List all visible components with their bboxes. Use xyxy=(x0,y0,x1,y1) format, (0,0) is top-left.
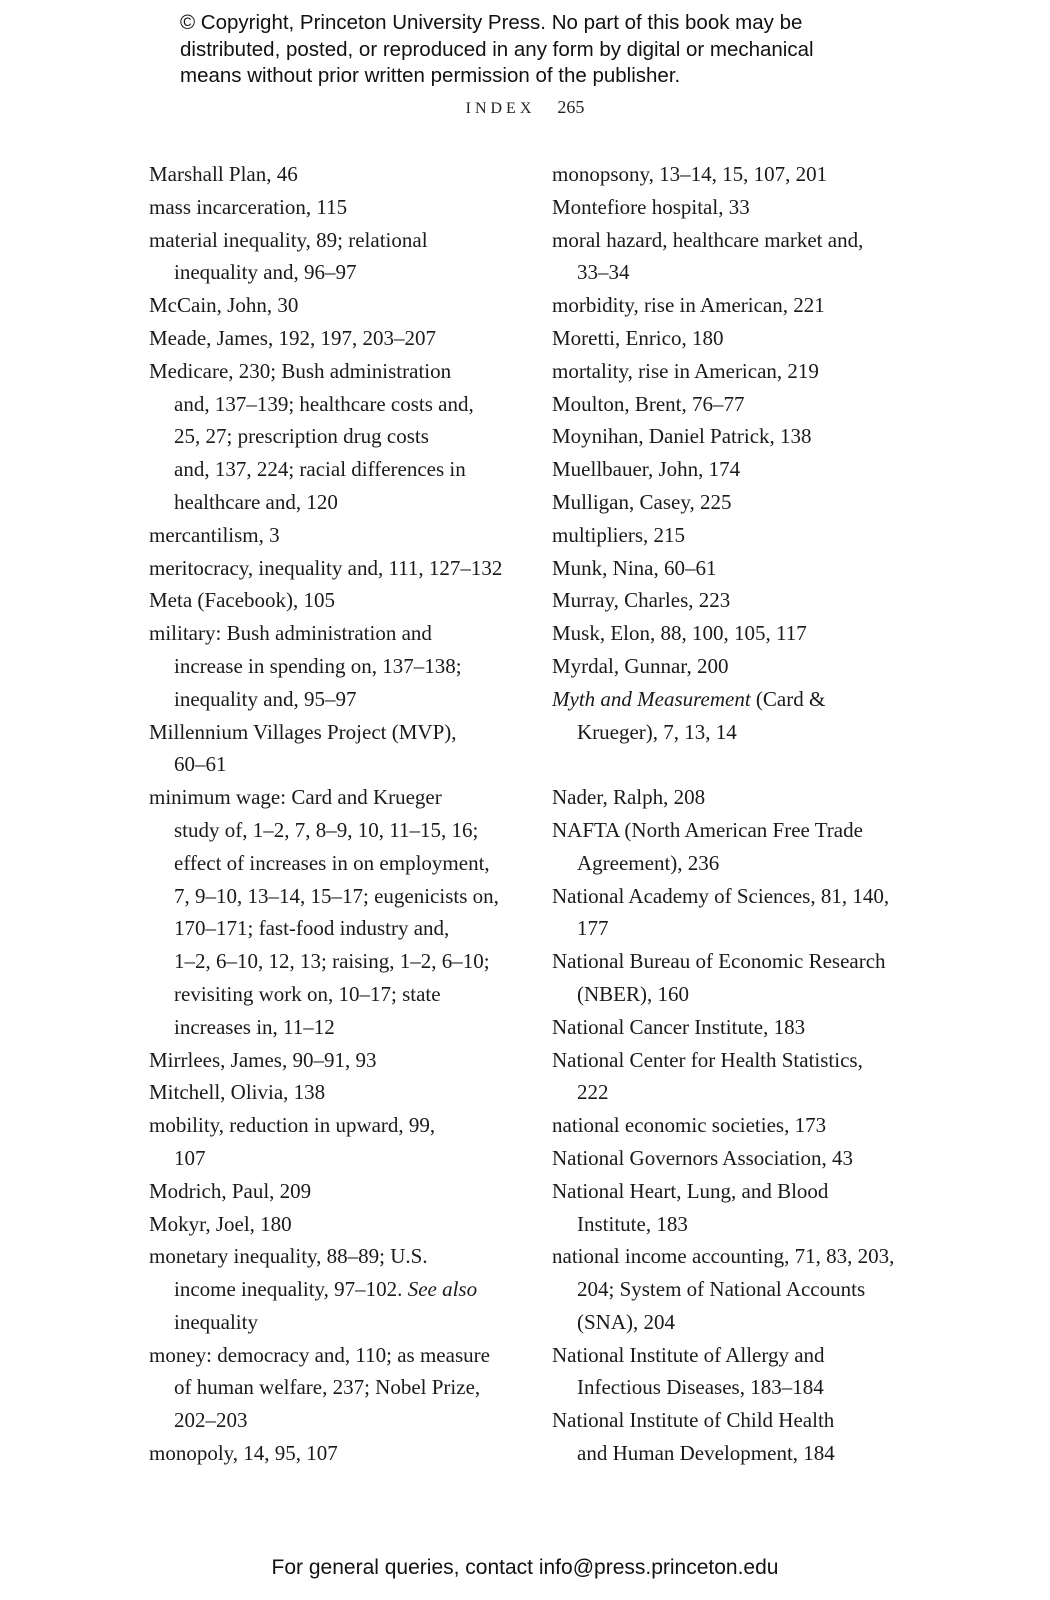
index-entry: mercantilism, 3 xyxy=(149,522,280,547)
index-column-right xyxy=(552,158,912,1470)
index-entry: Montefiore hospital, 33 xyxy=(552,194,750,219)
index-entry: Meta (Facebook), 105 xyxy=(149,588,336,613)
copyright-notice: © Copyright, Princeton University Press. No part of this book may be distributed, posted, or reproduced in any form by digital or mechanical means without prior written permission of the publisher. xyxy=(180,11,814,87)
index-entry: morbidity, rise in American, 221 xyxy=(552,293,825,318)
index-entry: multipliers, 215 xyxy=(552,522,685,547)
entry-text: monetary inequality, 88–89; U.S. income inequality, 97–102. xyxy=(149,1244,428,1302)
index-entry: national economic societies, 173 xyxy=(552,1113,827,1138)
index-entry: National Institute of Child Health and Human Development, 184 xyxy=(552,1408,835,1466)
index-column-left xyxy=(149,158,539,1470)
index-entry: National Institute of Allergy and Infectious Diseases, 183–184 xyxy=(552,1342,825,1400)
index-entry: material inequality, 89; relational inequality and, 96–97 xyxy=(149,227,428,285)
index-entry: National Governors Association, 43 xyxy=(552,1145,853,1170)
index-entry: military: Bush administration and increase in spending on, 137–138; inequality and, 95–97 xyxy=(149,621,462,711)
index-entry: Musk, Elon, 88, 100, 105, 117 xyxy=(552,621,807,646)
contact-footer: For general queries, contact info@press.princeton.edu xyxy=(271,1556,779,1579)
entry-text: (Card & Krueger), 7, 13, 14 xyxy=(577,686,826,744)
index-entry: Mitchell, Olivia, 138 xyxy=(149,1080,326,1105)
index-entry: meritocracy, inequality and, 111, 127–132 xyxy=(149,555,503,580)
index-entry: money: democracy and, 110; as measure of human welfare, 237; Nobel Prize, 202–203 xyxy=(149,1342,490,1433)
index-entry: National Center for Health Statistics, 222 xyxy=(552,1047,863,1105)
see-also-reference: See also xyxy=(407,1277,478,1302)
index-entry: mortality, rise in American, 219 xyxy=(552,358,819,383)
index-entry: minimum wage: Card and Krueger study of, 1–2, 7, 8–9, 10, 11–15, 16; effect of increases in on employment, 7, 9–10, 13–14, 15–17; eugenicists on, 170–171; fast-food industry and, 1–2, 6–10, 12, 13; raising, 1–2, 6–10; revisiting work on, 10–17; state increases in, 11–12 xyxy=(149,785,499,1039)
index-entry: NAFTA (North American Free Trade Agreement), 236 xyxy=(552,817,863,875)
index-entry: Muellbauer, John, 174 xyxy=(552,457,741,482)
running-head xyxy=(0,97,1050,118)
index-entry: moral hazard, healthcare market and, 33–34 xyxy=(552,227,864,285)
index-entry: mass incarceration, 115 xyxy=(149,194,348,219)
index-entry: Moulton, Brent, 76–77 xyxy=(552,391,745,416)
index-entry: National Academy of Sciences, 81, 140, 177 xyxy=(552,883,890,941)
book-title: Myth and Measurement xyxy=(552,686,751,711)
index-entry: Mokyr, Joel, 180 xyxy=(149,1211,292,1236)
index-entry: National Cancer Institute, 183 xyxy=(552,1014,806,1039)
index-entry: Mirrlees, James, 90–91, 93 xyxy=(149,1047,377,1072)
index-entry: McCain, John, 30 xyxy=(149,293,299,318)
index-entry: Munk, Nina, 60–61 xyxy=(552,555,717,580)
index-entry: Myrdal, Gunnar, 200 xyxy=(552,653,729,678)
running-head-label: INDEX xyxy=(465,100,536,117)
index-entry: monopsony, 13–14, 15, 107, 201 xyxy=(552,162,828,186)
index-entry xyxy=(149,1240,539,1338)
index-entry: Moretti, Enrico, 180 xyxy=(552,325,724,350)
index-entry: mobility, reduction in upward, 99, 107 xyxy=(149,1113,436,1170)
index-entry: Mulligan, Casey, 225 xyxy=(552,489,732,514)
index-entry xyxy=(552,683,912,749)
page-number: 265 xyxy=(557,97,585,117)
index-entry: Medicare, 230; Bush administration and, 137–139; healthcare costs and, 25, 27; prescription drug costs and, 137, 224; racial differences in healthcare and, 120 xyxy=(149,358,474,514)
index-entry: monopoly, 14, 95, 107 xyxy=(149,1441,338,1466)
index-entry: Marshall Plan, 46 xyxy=(149,162,298,186)
index-entry: Moynihan, Daniel Patrick, 138 xyxy=(552,424,812,449)
index-entry: National Heart, Lung, and Blood Institute, 183 xyxy=(552,1178,829,1236)
index-entry: Meade, James, 192, 197, 203–207 xyxy=(149,325,436,350)
index-entry: Millennium Villages Project (MVP), 60–61 xyxy=(149,719,457,777)
entry-text: inequality xyxy=(174,1309,258,1334)
index-entry: National Bureau of Economic Research (NBER), 160 xyxy=(552,949,886,1006)
index-entry: Murray, Charles, 223 xyxy=(552,588,731,613)
index-entry: Modrich, Paul, 209 xyxy=(149,1178,312,1203)
index-entry: Nader, Ralph, 208 xyxy=(552,785,706,810)
index-entry: national income accounting, 71, 83, 203, 204; System of National Accounts (SNA), 204 xyxy=(552,1244,895,1334)
